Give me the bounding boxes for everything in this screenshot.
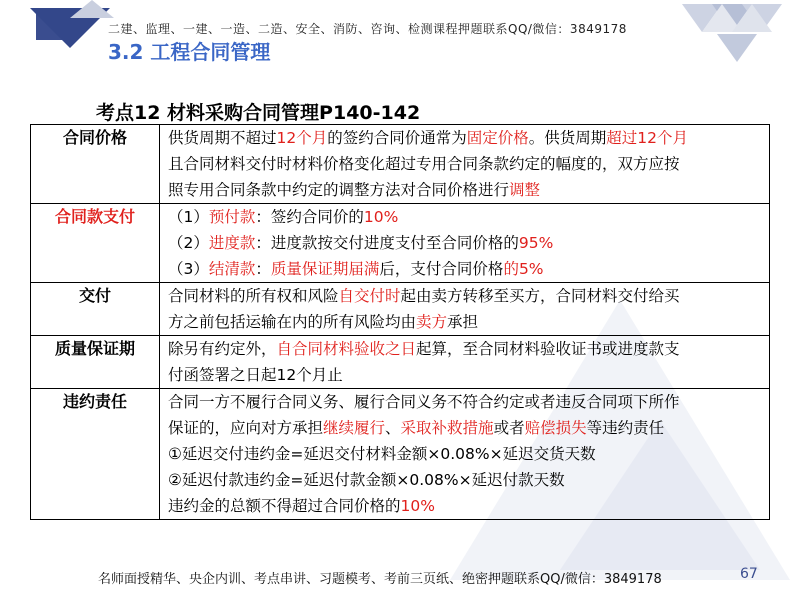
table-row <box>31 204 770 283</box>
plain-text: 方之前包括运输在内的所有风险均由 <box>168 313 417 331</box>
content-line <box>168 230 761 256</box>
corner-decoration <box>682 4 792 64</box>
content-line <box>168 467 761 493</box>
highlighted-text: 95% <box>518 234 554 252</box>
plain-text: 付函签署之日起12个月止 <box>168 366 343 384</box>
highlighted-text: 的5% <box>503 260 544 278</box>
plain-text: 照专用合同条款中约定的调整方法对合同价格进行 <box>168 181 510 199</box>
section-title: 3.2 工程合同管理 <box>108 40 271 64</box>
row-label: 违约责任 <box>31 389 160 520</box>
plain-text: 等违约责任 <box>586 419 665 437</box>
content-line <box>168 415 761 441</box>
plain-text: ：签约合同价的 <box>255 208 364 226</box>
plain-text: ： <box>255 260 271 278</box>
highlighted-text: 采取补救措施 <box>400 419 494 437</box>
plain-text: 除另有约定外， <box>168 340 277 358</box>
highlighted-text: 超过12个月 <box>606 129 689 147</box>
highlighted-text: 结清款 <box>208 260 256 278</box>
plain-text: ①延迟交付违约金=延迟交付材料金额×0.08%×延迟交货天数 <box>168 445 596 463</box>
table-row <box>31 283 770 336</box>
highlighted-text: 10% <box>400 497 435 515</box>
row-content <box>160 336 770 389</box>
plain-text: 、 <box>385 419 401 437</box>
highlighted-text: 进度款 <box>208 234 256 252</box>
highlighted-text: 固定价格 <box>466 129 529 147</box>
plain-text: 供货周期不超过 <box>168 129 277 147</box>
row-content <box>160 389 770 520</box>
footer-contact-line: 名师面授精华、央企内训、考点串讲、习题模考、考前三页纸、绝密押题联系QQ/微信：3849178 <box>98 572 662 587</box>
row-label: 交付 <box>31 283 160 336</box>
plain-text: 或者 <box>493 419 525 437</box>
highlighted-text: 12个月 <box>276 129 328 147</box>
highlighted-text: 自合同材料验收之日 <box>276 340 417 358</box>
content-line <box>168 151 761 177</box>
highlighted-text: 调整 <box>509 181 541 199</box>
content-line <box>168 256 761 282</box>
content-line <box>168 177 761 203</box>
highlighted-text: 预付款 <box>208 208 256 226</box>
plain-text: 起算，至合同材料验收证书或进度款支 <box>416 340 680 358</box>
plain-text: （1） <box>168 208 209 226</box>
plain-text: 违约金的总额不得超过合同价格的 <box>168 497 401 515</box>
highlighted-text: 自交付时 <box>338 287 401 305</box>
content-line <box>168 309 761 335</box>
highlighted-text: 卖方 <box>416 313 448 331</box>
table-row <box>31 125 770 204</box>
logo-triangle-light-shape <box>70 0 114 18</box>
table-row <box>31 389 770 520</box>
table-row <box>31 336 770 389</box>
highlighted-text: 质量保证期届满 <box>270 260 380 278</box>
plain-text: 且合同材料交付时材料价格变化超过专用合同条款约定的幅度的，双方应按 <box>168 155 680 173</box>
content-line <box>168 336 761 362</box>
plain-text: 承担 <box>447 313 479 331</box>
content-line <box>168 389 761 415</box>
row-label: 合同款支付 <box>31 204 160 283</box>
plain-text: （2） <box>168 234 209 252</box>
plain-text: 。供货周期 <box>528 129 607 147</box>
plain-text: 合同一方不履行合同义务、履行合同义务不符合约定或者违反合同项下所作 <box>168 393 680 411</box>
content-line <box>168 125 761 151</box>
header-contact-line: 二建、监理、一建、一造、二造、安全、消防、咨询、检测课程押题联系QQ/微信：3849178 <box>108 22 627 36</box>
highlighted-text: 10% <box>363 208 399 226</box>
highlighted-text: 赔偿损失 <box>524 419 587 437</box>
plain-text: ②延迟付款违约金=延迟付款金额×0.08%×延迟付款天数 <box>168 471 565 489</box>
page-number: 67 <box>740 566 758 582</box>
row-label: 质量保证期 <box>31 336 160 389</box>
highlighted-text: 继续履行 <box>323 419 386 437</box>
plain-text: （3） <box>168 260 209 278</box>
row-content <box>160 125 770 204</box>
content-line <box>168 441 761 467</box>
topic-title: 考点12 材料采购合同管理P140-142 <box>96 102 421 124</box>
plain-text: 合同材料的所有权和风险 <box>168 287 339 305</box>
plain-text: 保证的，应向对方承担 <box>168 419 324 437</box>
row-content <box>160 204 770 283</box>
content-line <box>168 283 761 309</box>
plain-text: ：进度款按交付进度支付至合同价格的 <box>255 234 519 252</box>
contract-table <box>30 124 770 520</box>
content-line <box>168 362 761 388</box>
row-label: 合同价格 <box>31 125 160 204</box>
plain-text: 后，支付合同价格 <box>379 260 504 278</box>
plain-text: 起由卖方转移至买方，合同材料交付给买 <box>400 287 680 305</box>
row-content <box>160 283 770 336</box>
plain-text: 的签约合同价通常为 <box>327 129 467 147</box>
content-line <box>168 493 761 519</box>
content-line <box>168 204 761 230</box>
